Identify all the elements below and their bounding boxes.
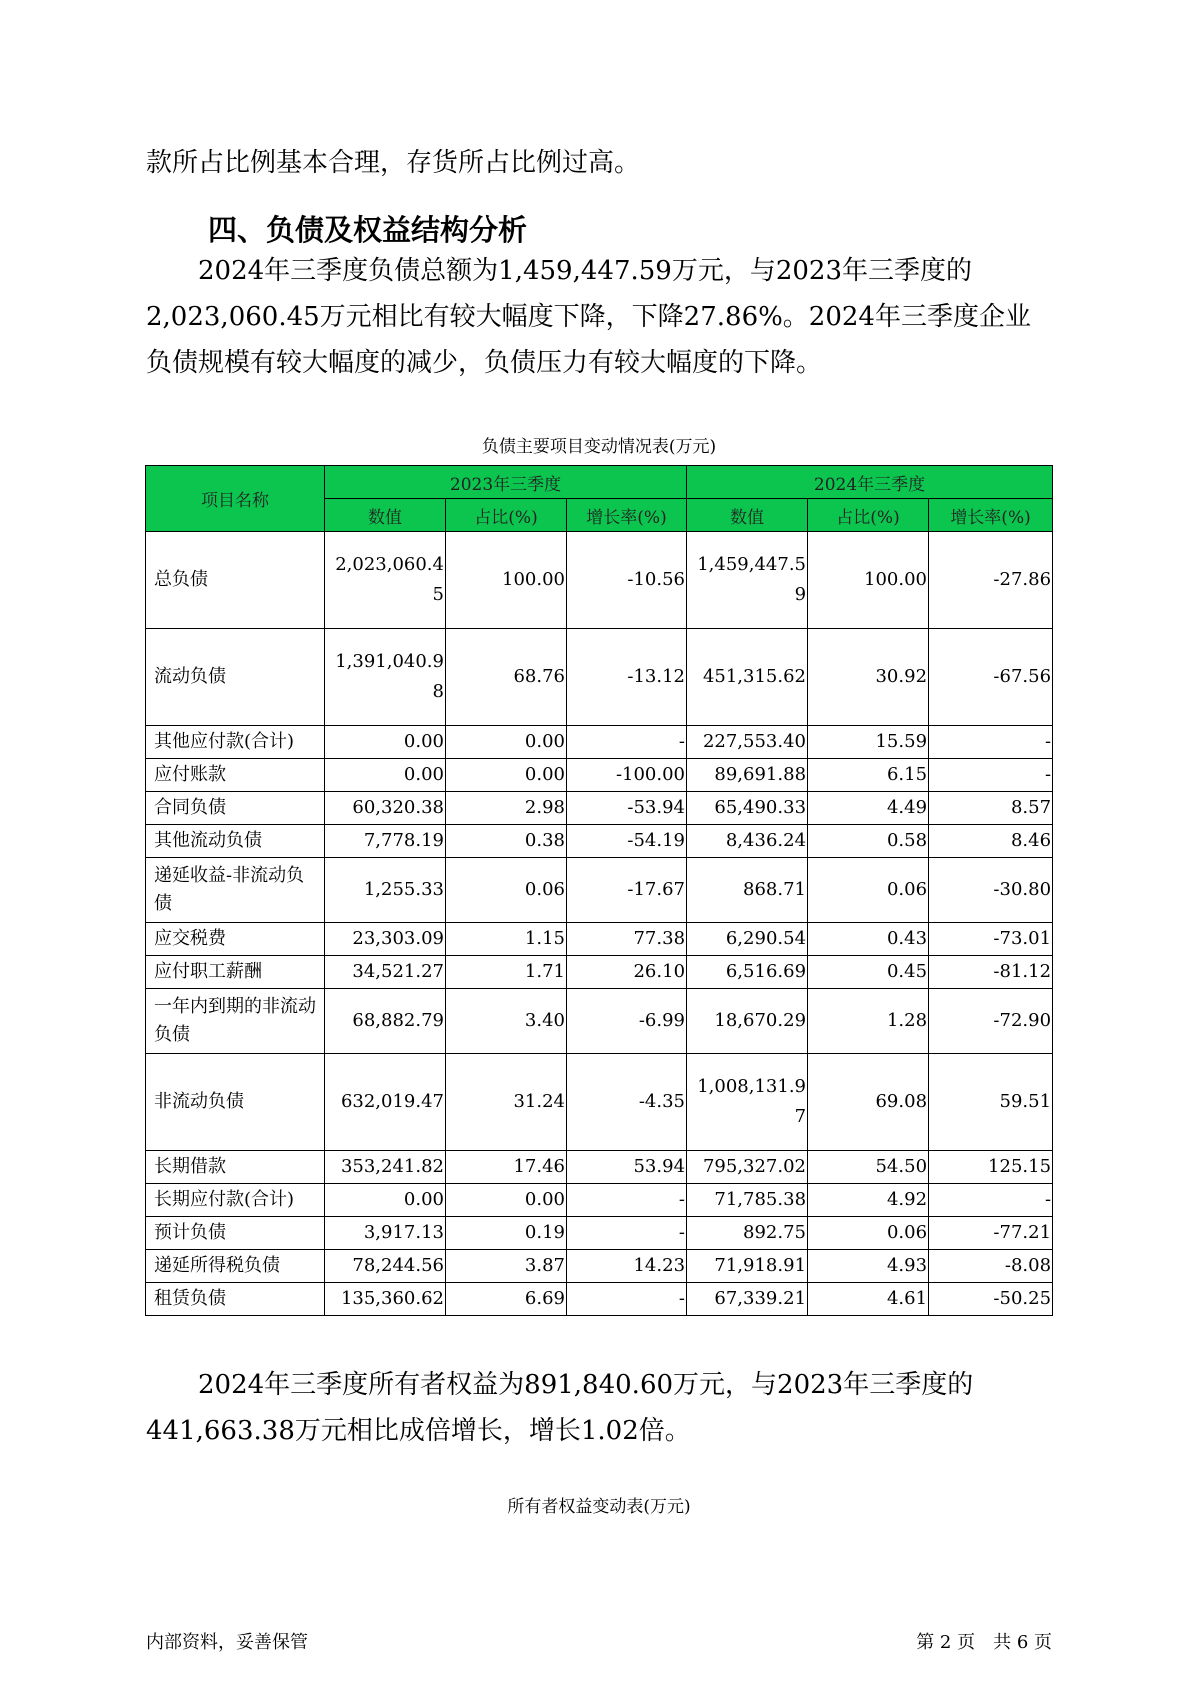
growth-2024: -27.86 xyxy=(929,532,1053,629)
value-2024: 71,785.38 xyxy=(687,1184,808,1217)
share-2024: 4.93 xyxy=(808,1250,929,1283)
growth-2023: - xyxy=(567,1184,687,1217)
share-2023: 3.40 xyxy=(446,989,567,1054)
share-2023: 68.76 xyxy=(446,629,567,726)
value-2023: 23,303.09 xyxy=(325,923,446,956)
row-name: 应交税费 xyxy=(146,923,325,956)
share-2023: 0.00 xyxy=(446,1184,567,1217)
liabilities-table xyxy=(145,465,1053,1316)
value-2023: 632,019.47 xyxy=(325,1054,446,1151)
value-2023: 68,882.79 xyxy=(325,989,446,1054)
header-period-2023: 2023年三季度 xyxy=(325,466,687,499)
header-share-2024: 占比(%) xyxy=(808,499,929,532)
value-2023: 1,255.33 xyxy=(325,858,446,923)
growth-2023: 26.10 xyxy=(567,956,687,989)
growth-2024: -81.12 xyxy=(929,956,1053,989)
table-row xyxy=(146,1184,1053,1217)
value-2023: 0.00 xyxy=(325,726,446,759)
row-name: 应付职工薪酬 xyxy=(146,956,325,989)
value-2024: 71,918.91 xyxy=(687,1250,808,1283)
value-2024: 868.71 xyxy=(687,858,808,923)
share-2024: 6.15 xyxy=(808,759,929,792)
share-2024: 4.49 xyxy=(808,792,929,825)
share-2023: 0.19 xyxy=(446,1217,567,1250)
share-2023: 2.98 xyxy=(446,792,567,825)
share-2023: 0.06 xyxy=(446,858,567,923)
table-row xyxy=(146,858,1053,923)
row-name: 流动负债 xyxy=(146,629,325,726)
table-row xyxy=(146,1283,1053,1316)
table-row xyxy=(146,532,1053,629)
share-2024: 4.61 xyxy=(808,1283,929,1316)
growth-2023: -100.00 xyxy=(567,759,687,792)
share-2024: 0.58 xyxy=(808,825,929,858)
value-2024: 6,290.54 xyxy=(687,923,808,956)
value-2023: 0.00 xyxy=(325,1184,446,1217)
header-growth-2024: 增长率(%) xyxy=(929,499,1053,532)
header-value-2023: 数值 xyxy=(325,499,446,532)
share-2023: 1.71 xyxy=(446,956,567,989)
share-2024: 1.28 xyxy=(808,989,929,1054)
value-2024: 1,459,447.59 xyxy=(687,532,808,629)
equity-table-caption: 所有者权益变动表(万元) xyxy=(507,1497,691,1517)
growth-2023: 14.23 xyxy=(567,1250,687,1283)
value-2023: 2,023,060.45 xyxy=(325,532,446,629)
table-row xyxy=(146,825,1053,858)
row-name: 长期借款 xyxy=(146,1151,325,1184)
value-2024: 892.75 xyxy=(687,1217,808,1250)
value-2024: 8,436.24 xyxy=(687,825,808,858)
table-row xyxy=(146,1217,1053,1250)
value-2024: 227,553.40 xyxy=(687,726,808,759)
growth-2023: - xyxy=(567,726,687,759)
footer-page-number: 第 2 页 共 6 页 xyxy=(916,1632,1052,1653)
value-2024: 795,327.02 xyxy=(687,1151,808,1184)
value-2023: 60,320.38 xyxy=(325,792,446,825)
growth-2024: 125.15 xyxy=(929,1151,1053,1184)
share-2023: 0.00 xyxy=(446,759,567,792)
value-2023: 34,521.27 xyxy=(325,956,446,989)
share-2024: 15.59 xyxy=(808,726,929,759)
growth-2023: - xyxy=(567,1217,687,1250)
share-2024: 0.06 xyxy=(808,1217,929,1250)
row-name: 长期应付款(合计) xyxy=(146,1184,325,1217)
liabilities-paragraph: 2024年三季度负债总额为1,459,447.59万元，与2023年三季度的2,023,060.45万元相比有较大幅度下降，下降27.86%。2024年三季度企业负债规模有较大幅度的减少，负债压力有较大幅度的下降。 xyxy=(146,256,1031,378)
growth-2023: 77.38 xyxy=(567,923,687,956)
row-name: 一年内到期的非流动负债 xyxy=(146,989,325,1054)
row-name: 其他流动负债 xyxy=(146,825,325,858)
growth-2023: -53.94 xyxy=(567,792,687,825)
growth-2024: -77.21 xyxy=(929,1217,1053,1250)
value-2024: 6,516.69 xyxy=(687,956,808,989)
value-2023: 353,241.82 xyxy=(325,1151,446,1184)
value-2023: 7,778.19 xyxy=(325,825,446,858)
table-row xyxy=(146,792,1053,825)
growth-2024: -67.56 xyxy=(929,629,1053,726)
row-name: 预计负债 xyxy=(146,1217,325,1250)
liabilities-table-caption: 负债主要项目变动情况表(万元) xyxy=(481,437,717,457)
share-2023: 6.69 xyxy=(446,1283,567,1316)
header-item-name: 项目名称 xyxy=(146,466,325,532)
equity-paragraph: 2024年三季度所有者权益为891,840.60万元，与2023年三季度的441,663.38万元相比成倍增长，增长1.02倍。 xyxy=(146,1370,974,1446)
share-2023: 0.00 xyxy=(446,726,567,759)
value-2024: 451,315.62 xyxy=(687,629,808,726)
share-2023: 0.38 xyxy=(446,825,567,858)
growth-2024: 59.51 xyxy=(929,1054,1053,1151)
table-row xyxy=(146,726,1053,759)
growth-2023: -13.12 xyxy=(567,629,687,726)
value-2024: 67,339.21 xyxy=(687,1283,808,1316)
growth-2024: 8.46 xyxy=(929,825,1053,858)
header-period-2024: 2024年三季度 xyxy=(687,466,1053,499)
share-2024: 4.92 xyxy=(808,1184,929,1217)
value-2024: 18,670.29 xyxy=(687,989,808,1054)
share-2024: 30.92 xyxy=(808,629,929,726)
row-name: 合同负债 xyxy=(146,792,325,825)
share-2023: 31.24 xyxy=(446,1054,567,1151)
table-row xyxy=(146,956,1053,989)
growth-2024: - xyxy=(929,1184,1053,1217)
value-2024: 89,691.88 xyxy=(687,759,808,792)
row-name: 总负债 xyxy=(146,532,325,629)
header-growth-2023: 增长率(%) xyxy=(567,499,687,532)
share-2023: 100.00 xyxy=(446,532,567,629)
growth-2023: - xyxy=(567,1283,687,1316)
value-2024: 1,008,131.97 xyxy=(687,1054,808,1151)
header-share-2023: 占比(%) xyxy=(446,499,567,532)
share-2024: 0.43 xyxy=(808,923,929,956)
growth-2024: -8.08 xyxy=(929,1250,1053,1283)
share-2023: 17.46 xyxy=(446,1151,567,1184)
value-2023: 1,391,040.98 xyxy=(325,629,446,726)
growth-2023: -6.99 xyxy=(567,989,687,1054)
growth-2023: 53.94 xyxy=(567,1151,687,1184)
growth-2024: -72.90 xyxy=(929,989,1053,1054)
continued-paragraph: 款所占比例基本合理，存货所占比例过高。 xyxy=(146,148,641,178)
value-2023: 78,244.56 xyxy=(325,1250,446,1283)
growth-2023: -54.19 xyxy=(567,825,687,858)
value-2023: 135,360.62 xyxy=(325,1283,446,1316)
row-name: 其他应付款(合计) xyxy=(146,726,325,759)
growth-2024: - xyxy=(929,726,1053,759)
row-name: 递延所得税负债 xyxy=(146,1250,325,1283)
header-value-2024: 数值 xyxy=(687,499,808,532)
share-2024: 100.00 xyxy=(808,532,929,629)
growth-2024: -30.80 xyxy=(929,858,1053,923)
liabilities-table-body xyxy=(146,532,1053,1316)
growth-2024: -50.25 xyxy=(929,1283,1053,1316)
table-row xyxy=(146,1250,1053,1283)
row-name: 租赁负债 xyxy=(146,1283,325,1316)
footer-confidential-note: 内部资料，妥善保管 xyxy=(146,1632,308,1653)
table-row xyxy=(146,1054,1053,1151)
table-row xyxy=(146,989,1053,1054)
table-row xyxy=(146,923,1053,956)
share-2024: 54.50 xyxy=(808,1151,929,1184)
growth-2023: -4.35 xyxy=(567,1054,687,1151)
table-row xyxy=(146,629,1053,726)
row-name: 递延收益-非流动负债 xyxy=(146,858,325,923)
value-2023: 0.00 xyxy=(325,759,446,792)
share-2024: 69.08 xyxy=(808,1054,929,1151)
share-2023: 3.87 xyxy=(446,1250,567,1283)
row-name: 非流动负债 xyxy=(146,1054,325,1151)
growth-2024: 8.57 xyxy=(929,792,1053,825)
share-2024: 0.06 xyxy=(808,858,929,923)
row-name: 应付账款 xyxy=(146,759,325,792)
growth-2023: -17.67 xyxy=(567,858,687,923)
table-row xyxy=(146,1151,1053,1184)
growth-2023: -10.56 xyxy=(567,532,687,629)
table-row xyxy=(146,759,1053,792)
section-heading: 四、负债及权益结构分析 xyxy=(208,213,528,247)
share-2024: 0.45 xyxy=(808,956,929,989)
share-2023: 1.15 xyxy=(446,923,567,956)
value-2024: 65,490.33 xyxy=(687,792,808,825)
growth-2024: -73.01 xyxy=(929,923,1053,956)
value-2023: 3,917.13 xyxy=(325,1217,446,1250)
growth-2024: - xyxy=(929,759,1053,792)
